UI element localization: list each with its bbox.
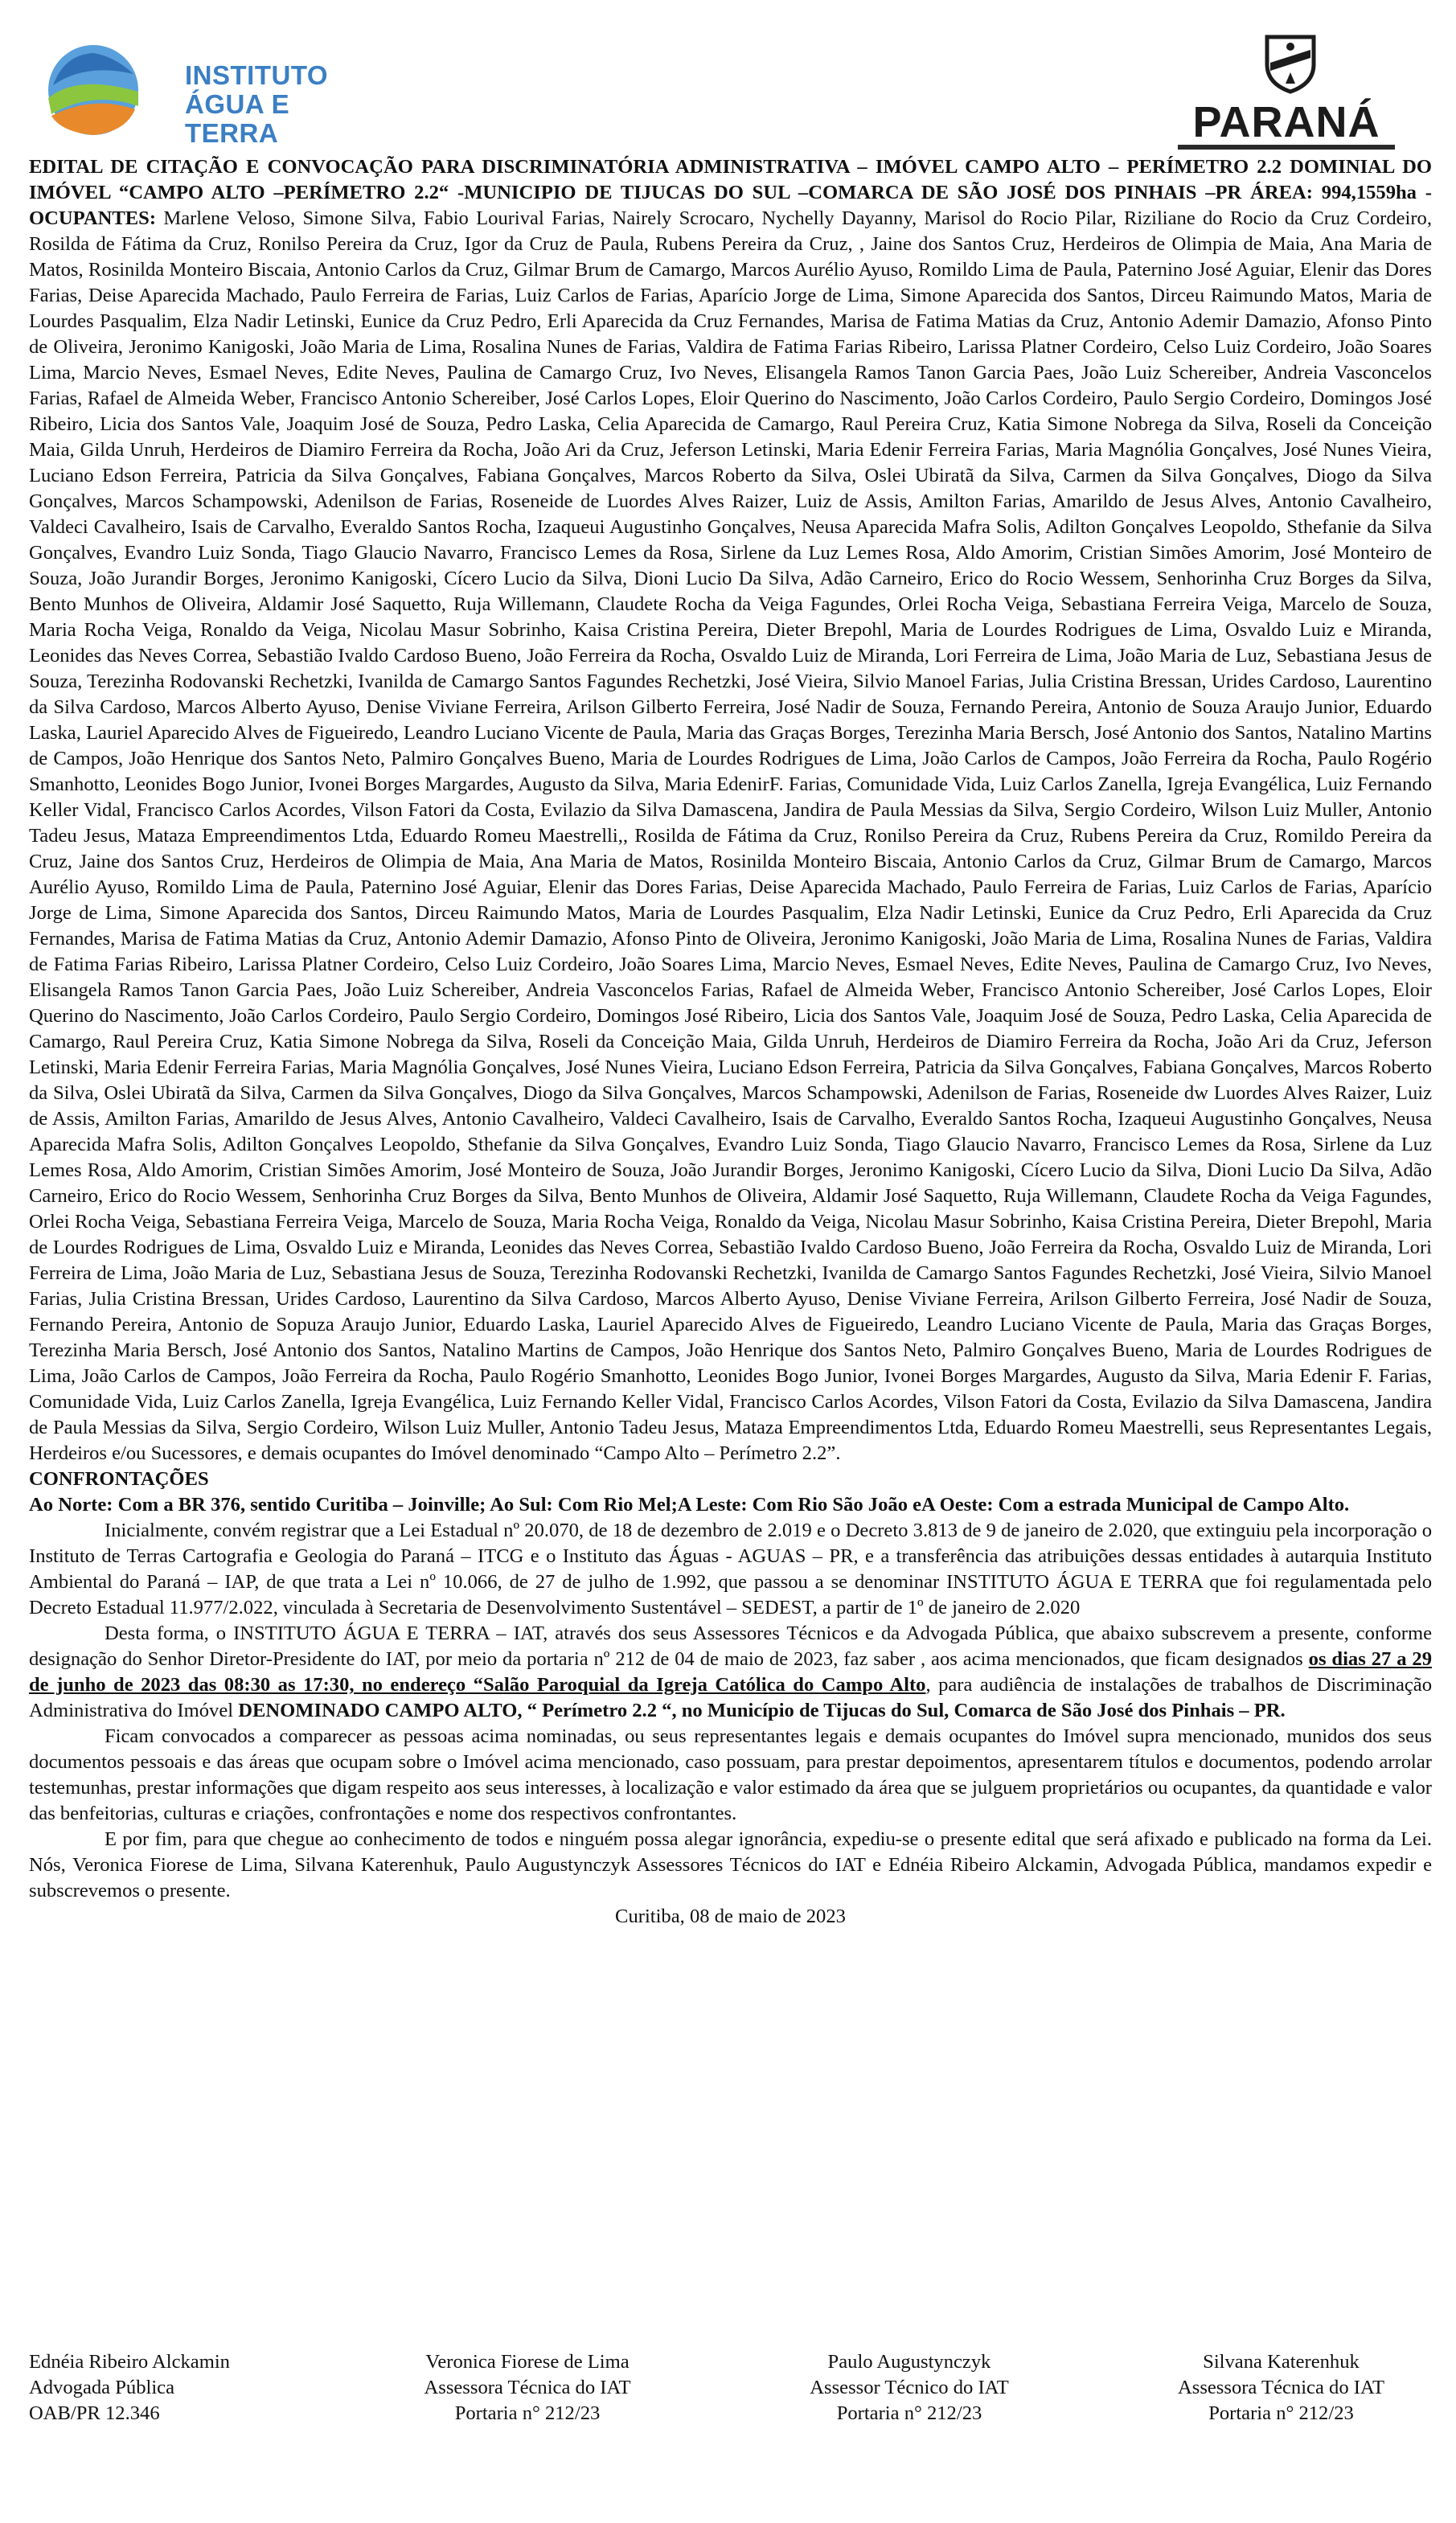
paragraph-2 [29, 1621, 1432, 1724]
signer-name: Ednéia Ribeiro Alckamin [29, 2351, 230, 2373]
iat-logo-text [185, 61, 370, 148]
paragraph-4: E por fim, para que chegue ao conhecimento de todos e ninguém possa alegar ignorância, expediu-se o presente edital que será afixado e publicado na forma da Lei. Nós, Veronica Fiorese de Lima, Silvana Katerenhuk, Paulo Augustynczyk Assessores Técnicos do IAT e Ednéia Ribeiro Alckamin, Advogada Pública, mandamos expedir e subscrevemos o presente. [29, 1828, 1432, 1901]
signer-name: Silvana Katerenhuk [1203, 2351, 1360, 2373]
signer-name: Paulo Augustynczyk [827, 2351, 991, 2373]
edital-body [29, 154, 1432, 1930]
signer-ref: Portaria n° 212/23 [1208, 2402, 1354, 2424]
parana-crest-icon [1262, 32, 1319, 95]
confrontacoes-heading: CONFRONTAÇÕES [29, 1468, 209, 1490]
signer-ref: OAB/PR 12.346 [29, 2402, 160, 2424]
signer-role: Assessora Técnica do IAT [424, 2377, 631, 2398]
occupants-list: Marlene Veloso, Simone Silva, Fabio Lourival Farias, Nairely Scrocaro, Nychelly Dayanny, Marisol do Rocio Pilar, Riziliane do Rocio da Cruz Cordeiro, Rosilda de Fátima da Cruz, Ronilso Pereira da Cruz, Igor da Cruz de Paula, Rubens Pereira da Cruz, , Jaine dos Santos Cruz, Herdeiros de Olimpia de Maia, Ana Maria de Matos, Rosinilda Monteiro Biscaia, Antonio Carlos da Cruz, Gilmar Brum de Camargo, Marcos Aurélio Ayuso, Romildo Lima de Paula, Paternino José Aguiar, Elenir das Dores Farias, Deise Aparecida Machado, Paulo Ferreira de Farias, Luiz Carlos de Farias, Aparício Jorge de Lima, Simone Aparecida dos Santos, Dirceu Raimundo Matos, Maria de Lourdes Pasqualim, Elza Nadir Letinski, Eunice da Cruz Pedro, Erli Aparecida da Cruz Fernandes, Marisa de Fatima Matias da Cruz, Antonio Ademir Damazio, Afonso Pinto de Oliveira, Jeronimo Kanigoski, João Maria de Lima, Rosalina Nunes de Farias, Valdira de Fatima Farias Ribeiro, Larissa Platner Cordeiro, Celso Luiz Cordeiro, João Soares Lima, Marcio Neves, Esmael Neves, Edite Neves, Paulina de Camargo Cruz, Ivo Neves, Elisangela Ramos Tanon Garcia Paes, João Luiz Schereiber, Andreia Vasconcelos Farias, Rafael de Almeida Weber, Francisco Antonio Schereiber, José Carlos Lopes, Eloir Querino do Nascimento, João Carlos Cordeiro, Paulo Sergio Cordeiro, Domingos José Ribeiro, Licia dos Santos Vale, Joaquim José de Souza, Pedro Laska, Celia Aparecida de Camargo, Raul Pereira Cruz, Katia Simone Nobrega da Silva, Roseli da Conceição Maia, Gilda Unruh, Herdeiros de Diamiro Ferreira da Rocha, João Ari da Cruz, Jeferson Letinski, Maria Edenir Ferreira Farias, Maria Magnólia Gonçalves, José Nunes Vieira, Luciano Edson Ferreira, Patricia da Silva Gonçalves, Fabiana Gonçalves, Marcos Roberto da Silva, Oslei Ubiratã da Silva, Carmen da Silva Gonçalves, Diogo da Silva Gonçalves, Marcos Schampowski, Adenilson de Farias, Roseneide de Luordes Alves Raizer, Luiz de Assis, Amilton Farias, Amarildo de Jesus Alves, Antonio Cavalheiro, Valdeci Cavalheiro, Isais de Carvalho, Everaldo Santos Rocha, Izaqueui Augustinho Gonçalves, Neusa Aparecida Mafra Solis, Adilton Gonçalves Leopoldo, Sthefanie da Silva Gonçalves, Evandro Luiz Sonda, Tiago Glaucio Navarro, Francisco Lemes da Rosa, Sirlene da Luz Lemes Rosa, Aldo Amorim, Cristian Simões Amorim, José Monteiro de Souza, João Jurandir Borges, Jeronimo Kanigoski, Cícero Lucio da Silva, Dioni Lucio Da Silva, Adão Carneiro, Erico do Rocio Wessem, Senhorinha Cruz Borges da Silva, Bento Munhos de Oliveira, Aldamir José Saquetto, Ruja Willemann, Claudete Rocha da Veiga Fagundes, Orlei Rocha Veiga, Sebastiana Ferreira Veiga, Marcelo de Souza, Maria Rocha Veiga, Ronaldo da Veiga, Nicolau Masur Sobrinho, Kaisa Cristina Pereira, Dieter Brepohl, Maria de Lourdes Rodrigues de Lima, Osvaldo Luiz e Miranda, Leonides das Neves Correa, Sebastião Ivaldo Cardoso Bueno, João Ferreira da Rocha, Osvaldo Luiz de Miranda, Lori Ferreira de Lima, João Maria de Luz, Sebastiana Jesus de Souza, Terezinha Rodovanski Rechetzki, Ivanilda de Camargo Santos Fagundes Rechetzki, José Vieira, Silvio Manoel Farias, Julia Cristina Bressan, Urides Cardoso, Laurentino da Silva Cardoso, Marcos Alberto Ayuso, Denise Viviane Ferreira, Arilson Gilberto Ferreira, José Nadir de Souza, Fernando Pereira, Antonio de Souza Araujo Junior, Eduardo Laska, Lauriel Aparecido Alves de Figueiredo, Leandro Luciano Vicente de Paula, Maria das Graças Borges, Terezinha Maria Bersch, José Antonio dos Santos, Natalino Martins de Campos, João Henrique dos Santos Neto, Palmiro Gonçalves Bueno, Maria de Lourdes Rodrigues de Lima, João Carlos de Campos, João Ferreira da Rocha, Paulo Rogério Smanhotto, Leonides Bogo Junior, Ivonei Borges Margardes, Augusto da Silva, Maria EdenirF. Farias, Comunidade Vida, Luiz Carlos Zanella, Igreja Evangélica, Luiz Fernando Keller Vidal, Francisco Carlos Acordes, Vilson Fatori da Costa, Evilazio da Silva Damascena, Jandira de Paula Messias da Silva, Sergio Cordeiro, Wilson Luiz Muller, Antonio Tadeu Jesus, Mataza Empreendimentos Ltda, Eduardo Romeu Maestrelli,, Rosilda de Fátima da Cruz, Ronilso Pereira da Cruz, Rubens Pereira da Cruz, Romildo Pereira da Cruz, Jaine dos Santos Cruz, Herdeiros de Olimpia de Maia, Ana Maria de Matos, Rosinilda Monteiro Biscaia, Antonio Carlos da Cruz, Gilmar Brum de Camargo, Marcos Aurélio Ayuso, Romildo Lima de Paula, Paternino José Aguiar, Elenir das Dores Farias, Deise Aparecida Machado, Paulo Ferreira de Farias, Luiz Carlos de Farias, Aparício Jorge de Lima, Simone Aparecida dos Santos, Dirceu Raimundo Matos, Maria de Lourdes Pasqualim, Elza Nadir Letinski, Eunice da Cruz Pedro, Erli Aparecida da Cruz Fernandes, Marisa de Fatima Matias da Cruz, Antonio Ademir Damazio, Afonso Pinto de Oliveira, Jeronimo Kanigoski, João Maria de Lima, Rosalina Nunes de Farias, Valdira de Fatima Farias Ribeiro, Larissa Platner Cordeiro, Celso Luiz Cordeiro, João Soares Lima, Marcio Neves, Esmael Neves, Edite Neves, Paulina de Camargo Cruz, Ivo Neves, Elisangela Ramos Tanon Garcia Paes, João Luiz Schereiber, Andreia Vasconcelos Farias, Rafael de Almeida Weber, Francisco Antonio Schereiber, José Carlos Lopes, Eloir Querino do Nascimento, João Carlos Cordeiro, Paulo Sergio Cordeiro, Domingos José Ribeiro, Licia dos Santos Vale, Joaquim José de Souza, Pedro Laska, Celia Aparecida de Camargo, Raul Pereira Cruz, Katia Simone Nobrega da Silva, Roseli da Conceição Maia, Gilda Unruh, Herdeiros de Diamiro Ferreira da Rocha, João Ari da Cruz, Jeferson Letinski, Maria Edenir Ferreira Farias, Maria Magnólia Gonçalves, José Nunes Vieira, Luciano Edson Ferreira, Patricia da Silva Gonçalves, Fabiana Gonçalves, Marcos Roberto da Silva, Oslei Ubiratã da Silva, Carmen da Silva Gonçalves, Diogo da Silva Gonçalves, Marcos Schampowski, Adenilson de Farias, Roseneide dw Luordes Alves Raizer, Luiz de Assis, Amilton Farias, Amarildo de Jesus Alves, Antonio Cavalheiro, Valdeci Cavalheiro, Isais de Carvalho, Everaldo Santos Rocha, Izaqueui Augustinho Gonçalves, Neusa Aparecida Mafra Solis, Adilton Gonçalves Leopoldo, Sthefanie da Silva Gonçalves, Evandro Luiz Sonda, Tiago Glaucio Navarro, Francisco Lemes da Rosa, Sirlene da Luz Lemes Rosa, Aldo Amorim, Cristian Simões Amorim, José Monteiro de Souza, João Jurandir Borges, Jeronimo Kanigoski, Cícero Lucio da Silva, Dioni Lucio Da Silva, Adão Carneiro, Erico do Rocio Wessem, Senhorinha Cruz Borges da Silva, Bento Munhos de Oliveira, Aldamir José Saquetto, Ruja Willemann, Claudete Rocha da Veiga Fagundes, Orlei Rocha Veiga, Sebastiana Ferreira Veiga, Marcelo de Souza, Maria Rocha Veiga, Ronaldo da Veiga, Nicolau Masur Sobrinho, Kaisa Cristina Pereira, Dieter Brepohl, Maria de Lourdes Rodrigues de Lima, Osvaldo Luiz e Miranda, Leonides das Neves Correa, Sebastião Ivaldo Cardoso Bueno, João Ferreira da Rocha, Osvaldo Luiz de Miranda, Lori Ferreira de Lima, João Maria de Luz, Sebastiana Jesus de Souza, Terezinha Rodovanski Rechetzki, Ivanilda de Camargo Santos Fagundes Rechetzki, José Vieira, Silvio Manoel Farias, Julia Cristina Bressan, Urides Cardoso, Laurentino da Silva Cardoso, Marcos Alberto Ayuso, Denise Viviane Ferreira, Arilson Gilberto Ferreira, José Nadir de Souza, Fernando Pereira, Antonio de Sopuza Araujo Junior, Eduardo Laska, Lauriel Aparecido Alves de Figueiredo, Leandro Luciano Vicente de Paula, Maria das Graças Borges, Terezinha Maria Bersch, José Antonio dos Santos, Natalino Martins de Campos, João Henrique dos Santos Neto, Palmiro Gonçalves Bueno, Maria de Lourdes Rodrigues de Lima, João Carlos de Campos, João Ferreira da Rocha, Paulo Rogério Smanhotto, Leonides Bogo Junior, Ivonei Borges Margardes, Augusto da Silva, Maria Edenir F. Farias, Comunidade Vida, Luiz Carlos Zanella, Igreja Evangélica, Luiz Fernando Keller Vidal, Francisco Carlos Acordes, Vilson Fatori da Costa, Evilazio da Silva Damascena, Jandira de Paula Messias da Silva, Sergio Cordeiro, Wilson Luiz Muller, Antonio Tadeu Jesus, Mataza Empreendimentos Ltda, Eduardo Romeu Maestrelli, seus Representantes Legais, Herdeiros e/ou Sucessores, e demais ocupantes do Imóvel denominado “Campo Alto – Perímetro 2.2”. [29, 207, 1433, 1464]
hearing-dates-location: os dias 27 a 29 de junho de 2023 das 08:30 as 17:30, no endereço “Salão Paroquial da Igreja Católica do Campo Alto [29, 1648, 1432, 1696]
header [0, 0, 1456, 153]
parana-logo [1150, 32, 1423, 153]
iat-logo [32, 39, 370, 148]
date-line: Curitiba, 08 de maio de 2023 [615, 1906, 846, 1927]
iat-logo-mark-icon [37, 42, 150, 138]
edital-title: EDITAL DE CITAÇÃO E CONVOCAÇÃO PARA DISCRIMINATÓRIA ADMINISTRATIVA – IMÓVEL CAMPO ALTO – PERÍMETRO 2.2 DOMINIAL DO IMÓVEL “CAMPO ALTO –PERÍMETRO 2.2“ -MUNICIPIO DE TIJUCAS DO SUL –COMARCA DE SÃO JOSÉ DOS PINHAIS –PR ÁREA: 994,1559ha [29, 156, 1432, 203]
iat-logo-line1: INSTITUTO [185, 60, 329, 90]
signer-ref: Portaria n° 212/23 [836, 2402, 982, 2424]
title-and-occupants [29, 154, 1432, 1467]
signer-name: Veronica Fiorese de Lima [425, 2351, 630, 2373]
signer-role: Advogada Pública [29, 2377, 174, 2398]
paragraph-2-intro: Desta forma, o INSTITUTO ÁGUA E TERRA – IAT, através dos seus Assessores Técnicos e da Advogada Pública, que abaixo subscrevem a presente, conforme designação do Senhor Diretor-Presidente do IAT, por meio da portaria nº 212 de 04 de maio de 2023, faz saber , aos acima mencionados, que ficam designados [29, 1623, 1432, 1670]
signer-role: Assessor Técnico do IAT [810, 2377, 1009, 2398]
paragraph-3: Ficam convocados a comparecer as pessoas acima nominadas, ou seus representantes legais e demais ocupantes do Imóvel supra mencionado, munidos dos seus documentos pessoais e das áreas que ocupam sobre o Imóvel acima mencionado, caso possuam, para prestar depoimentos, apresentarem títulos e documentos, podendo arrolar testemunhas, prestar informações que digam respeito aos seus interesses, à localização e valor estimado da área que se julguem proprietários ou ocupantes, da quantidade e valor das benfeitorias, culturas e criações, confrontações e nome dos respectivos confrontantes. [29, 1725, 1432, 1824]
signer-ref: Portaria n° 212/23 [454, 2402, 601, 2424]
signature-block [375, 2349, 680, 2427]
signer-role: Assessora Técnica do IAT [1177, 2377, 1385, 2398]
signature-block [757, 2349, 1062, 2427]
confrontacoes-text: Ao Norte: Com a BR 376, sentido Curitiba – Joinville; Ao Sul: Com Rio Mel;A Leste: Com Rio São João eA Oeste: Com a estrada Municipal de Campo Alto. [29, 1494, 1350, 1516]
signature-block [1130, 2349, 1432, 2427]
parana-logo-name: PARANÁ [1192, 98, 1380, 146]
signature-block [29, 2349, 294, 2427]
signatures [29, 2349, 1432, 2446]
paragraph-1: Inicialmente, convém registrar que a Lei Estadual nº 20.070, de 18 de dezembro de 2.019 e o Decreto 3.813 de 9 de janeiro de 2.020, que extinguiu pela incorporação o Instituto de Terras Cartografia e Geologia do Paraná – ITCG e o Instituto das Águas - AGUAS – PR, e a transferência das atribuições dessas entidades à autarquia Instituto Ambiental do Paraná – IAP, de que trata a Lei nº 10.066, de 27 de julho de 1.992, que passou a se denominar INSTITUTO ÁGUA E TERRA que foi regulamentada pelo Decreto Estadual 11.977/2.022, vinculada à Secretaria de Desenvolvimento Sustentável – SEDEST, a partir de 1º de janeiro de 2.020 [29, 1520, 1432, 1618]
property-designation: DENOMINADO CAMPO ALTO, “ Perímetro 2.2 “, no Município de Tijucas do Sul, Comarca de São José dos Pinhais – PR. [238, 1700, 1286, 1721]
iat-logo-line2: ÁGUA E TERRA [185, 89, 290, 148]
occupants-label: - OCUPANTES: [29, 182, 1432, 229]
paragraph-2-middle: , para audiência de instalações de trabalhos de Discriminação Administrativa do Imóvel [29, 1674, 1433, 1721]
